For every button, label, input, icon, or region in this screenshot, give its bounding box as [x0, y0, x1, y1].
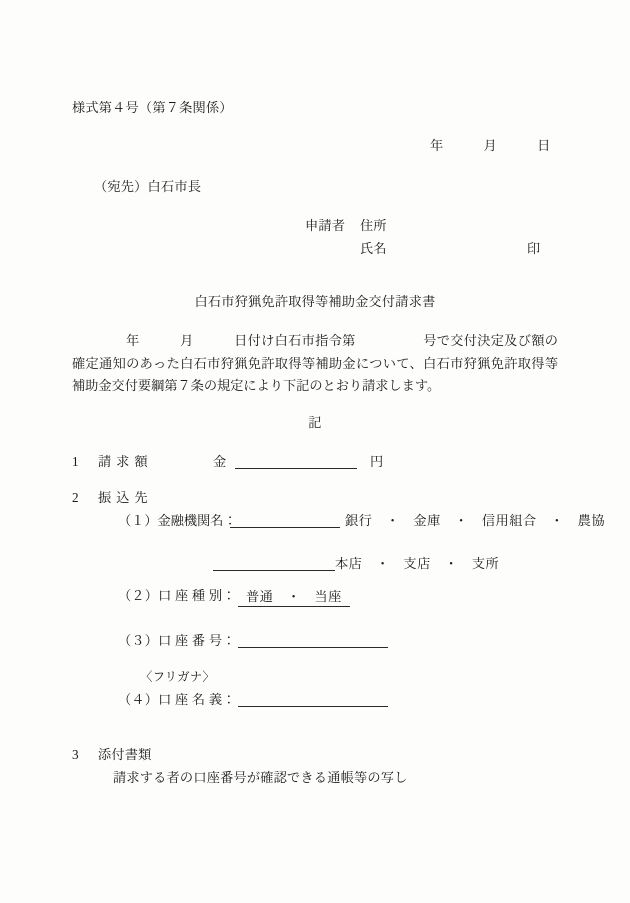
date-header: 年 月 日 [430, 138, 551, 153]
form-number: 様式第４号（第７条関係） [72, 100, 233, 115]
bank-type-options[interactable]: 銀行 ・ 金庫 ・ 信用組合 ・ 農協 [345, 513, 606, 528]
item-2-label: 振込先 [98, 490, 153, 505]
furigana-label: 〈フリガナ〉 [140, 670, 215, 684]
body-line-2: のあった白石市狩猟免許取得等補助金について、白石市狩猟免許取得等補助金交付要綱 [72, 355, 559, 394]
claim-amount-field[interactable] [235, 468, 357, 469]
body-paragraph [72, 330, 558, 398]
branch-name-field[interactable] [213, 570, 335, 571]
item-3-text: 請求する者の口座番号が確認できる通帳等の写し [113, 770, 408, 785]
account-number-field[interactable] [238, 647, 388, 648]
addressee-line: （宛先）白石市長 [94, 179, 202, 194]
seal-mark: 印 [527, 241, 541, 256]
document-title: 白石市狩猟免許取得等補助金交付請求書 [194, 294, 436, 309]
item-3-label: 添付書類 [98, 747, 152, 762]
item-1-label: 請求額 [98, 454, 153, 469]
branch-type-options[interactable]: 本店 ・ 支店 ・ 支所 [335, 556, 500, 571]
account-holder-label: （４）口 座 名 義： [118, 692, 236, 707]
account-holder-field[interactable] [238, 706, 388, 707]
account-type-options[interactable]: 普通 ・ 当座 [238, 586, 350, 607]
item-2-number: 2 [72, 490, 79, 505]
account-number-label: （３）口 座 番 号： [118, 633, 236, 648]
ki-marker: 記 [308, 415, 322, 430]
currency-prefix: 金 [213, 454, 227, 469]
item-3-number: 3 [72, 747, 79, 762]
account-type-label: （２）口 座 種 別： [118, 588, 236, 603]
currency-suffix: 円 [370, 454, 384, 469]
item-1-number: 1 [72, 454, 79, 469]
applicant-name-label: 氏名 [360, 241, 387, 256]
applicant-label: 申請者 [305, 218, 346, 233]
bank-name-label: （１）金融機関名： [118, 513, 237, 528]
bank-name-field[interactable] [230, 527, 340, 528]
body-line-1: 年 月 日付け白石市指令第 号で交付決定及び額の確定通知 [72, 333, 558, 371]
body-line-3: 第７条の規定により下記のとおり請求します。 [164, 378, 441, 394]
applicant-address-label: 住所 [360, 218, 387, 233]
